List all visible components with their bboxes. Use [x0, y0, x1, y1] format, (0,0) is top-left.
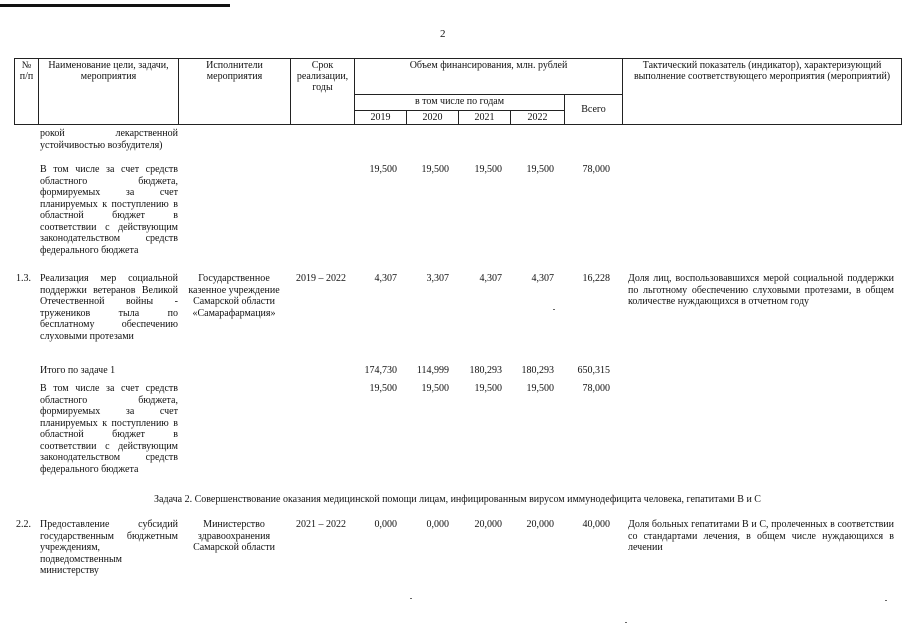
- row-1-2021: 19,500: [474, 164, 502, 175]
- page-number: 2: [440, 28, 446, 40]
- row-5-2019: 0,000: [374, 519, 397, 530]
- row-1-2019: 19,500: [369, 164, 397, 175]
- row-2-2019: 4,307: [374, 273, 397, 284]
- header-year-2019: 2019: [355, 111, 407, 125]
- header-term: Срок реализации, годы: [291, 59, 355, 125]
- scan-speck: [625, 622, 627, 623]
- row-1-name: В том числе за счет средств областного бюджета, формируемых за счет планируемых к поступлению в областной бюджет в соответствии с действующим законодательством средств федерального бюджета: [40, 164, 178, 256]
- row-5-term: 2021 – 2022: [296, 519, 346, 530]
- row-4-2020: 19,500: [421, 383, 449, 394]
- row-5-number: 2.2.: [16, 519, 31, 530]
- row-2-2022: 4,307: [531, 273, 554, 284]
- continued-text: рокой лекарственной устойчивостью возбудителя): [40, 128, 178, 151]
- row-2-2020: 3,307: [426, 273, 449, 284]
- row-2-total: 16,228: [582, 273, 610, 284]
- scan-speck: [410, 598, 412, 599]
- header-indicator: Тактический показатель (индикатор), характеризующий выполнение соответствующего мероприятия (мероприятий): [623, 59, 902, 125]
- header-executors: Исполнители мероприятия: [179, 59, 291, 125]
- row-2-term: 2019 – 2022: [296, 273, 346, 284]
- row-1-2020: 19,500: [421, 164, 449, 175]
- header-year-2020: 2020: [407, 111, 459, 125]
- row-3-2021: 180,293: [469, 365, 502, 376]
- header-financing: Объем финансирования, млн. рублей: [355, 59, 623, 95]
- row-5-name: Предоставление субсидий государственным бюджетным учреждениям, подведомственным министерству: [40, 519, 178, 576]
- row-3-2020: 114,999: [416, 365, 449, 376]
- row-5-executor: Министерство здравоохранения Самарской области: [193, 519, 275, 553]
- row-2-executor: Государственное казенное учреждение Самарской области «Самарафармация»: [188, 273, 280, 319]
- row-5-2022: 20,000: [526, 519, 554, 530]
- header-by-year: в том числе по годам: [355, 95, 565, 111]
- row-5-2021: 20,000: [474, 519, 502, 530]
- row-3-name: Итого по задаче 1: [40, 365, 116, 376]
- row-2-number: 1.3.: [16, 273, 31, 284]
- row-4-total: 78,000: [582, 383, 610, 394]
- row-2-indicator: Доля лиц, воспользовавшихся мерой социальной поддержки по льготному обеспечению слуховыми протезами, в общем количестве нуждающихся в отчетном году: [628, 273, 894, 307]
- row-4-2022: 19,500: [526, 383, 554, 394]
- scan-edge-bar: [0, 4, 230, 7]
- row-3-2022: 180,293: [521, 365, 554, 376]
- row-5-indicator: Доля больных гепатитами В и С, пролеченных в соответствии со стандартами лечения, в общем числе нуждающихся в лечении: [628, 519, 894, 553]
- task-2-heading: Задача 2. Совершенствование оказания медицинской помощи лицам, инфицированным вирусом иммунодефицита человека, гепатитами В и С: [154, 494, 761, 505]
- table-header: [14, 58, 902, 125]
- scan-speck: [885, 600, 887, 601]
- row-4-2021: 19,500: [474, 383, 502, 394]
- header-year-2021: 2021: [459, 111, 511, 125]
- header-year-2022: 2022: [511, 111, 565, 125]
- row-4-name: В том числе за счет средств областного бюджета, формируемых за счет планируемых к поступлению в областной бюджет в соответствии с действующим законодательством средств федерального бюджета: [40, 383, 178, 475]
- row-5-2020: 0,000: [426, 519, 449, 530]
- scan-speck: [553, 309, 555, 310]
- row-1-total: 78,000: [582, 164, 610, 175]
- row-3-total: 650,315: [577, 365, 610, 376]
- header-name: Наименование цели, задачи, мероприятия: [39, 59, 179, 125]
- row-2-name: Реализация мер социальной поддержки ветеранов Великой Отечественной войны - тружеников тыла по бесплатному обеспечению слуховыми протезами: [40, 273, 178, 342]
- row-1-2022: 19,500: [526, 164, 554, 175]
- row-4-2019: 19,500: [369, 383, 397, 394]
- header-no: № п/п: [15, 59, 39, 125]
- row-2-2021: 4,307: [479, 273, 502, 284]
- row-5-total: 40,000: [582, 519, 610, 530]
- header-total: Всего: [565, 95, 623, 125]
- row-3-2019: 174,730: [364, 365, 397, 376]
